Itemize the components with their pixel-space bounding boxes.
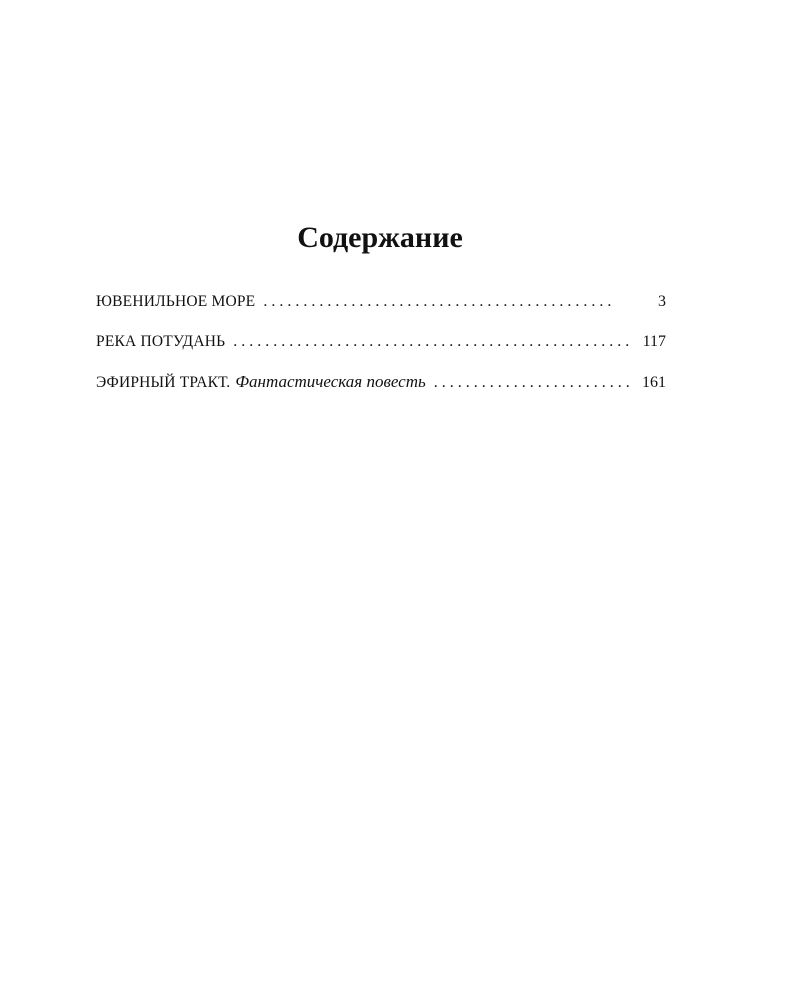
toc-entry-page-number: 161 [642,374,666,391]
dot-leader [434,369,634,397]
page-title: Содержание [297,221,463,254]
dot-leader [233,328,634,356]
toc-entry-title: РЕКА ПОТУДАНЬ [96,333,226,350]
toc-entry-subtitle: Фантастическая повесть [235,372,426,391]
toc-entry[interactable] [96,288,666,328]
toc-entry-title: ЮВЕНИЛЬНОЕ МОРЕ [96,293,256,310]
table-of-contents [96,288,666,408]
dot-leader [263,288,616,316]
toc-entry[interactable] [96,328,666,368]
toc-entry-page-number: 117 [642,333,666,350]
toc-entry-title: ЭФИРНЫЙ ТРАКТ. [96,374,231,391]
toc-entry-page-number: 3 [658,293,666,310]
toc-entry[interactable] [96,368,666,408]
